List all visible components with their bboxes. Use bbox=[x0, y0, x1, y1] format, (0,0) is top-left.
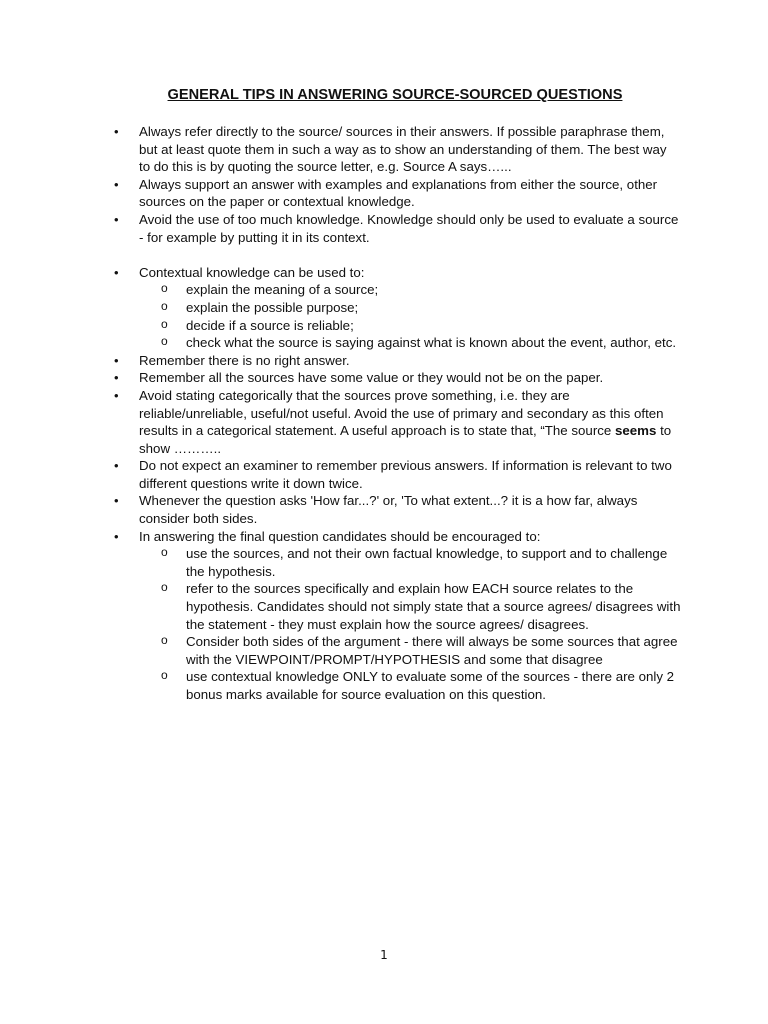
tip-item bbox=[111, 528, 681, 704]
tip-item bbox=[111, 352, 681, 370]
tip-item bbox=[111, 369, 681, 387]
sub-item bbox=[161, 580, 681, 633]
sub-item bbox=[161, 281, 681, 299]
sub-item-text: explain the meaning of a source; bbox=[186, 282, 379, 298]
document-body bbox=[111, 123, 681, 704]
sub-bullet-icon: o bbox=[161, 545, 168, 560]
bullet-icon: • bbox=[114, 493, 119, 509]
tip-item bbox=[111, 264, 681, 352]
tip-item bbox=[111, 387, 681, 457]
sub-item-text: Consider both sides of the argument - there will always be some sources that agree with the VIEWPOINT/PROMPT/HYPOTHESIS and some that disagree bbox=[186, 634, 678, 667]
sub-list bbox=[139, 545, 681, 703]
bullet-icon: • bbox=[114, 352, 119, 368]
sub-item bbox=[161, 545, 681, 580]
sub-item bbox=[161, 668, 681, 703]
sub-list bbox=[139, 281, 681, 351]
sub-bullet-icon: o bbox=[161, 668, 168, 683]
bullet-icon: • bbox=[114, 124, 119, 139]
tip-text bbox=[139, 388, 671, 456]
sub-item-text: use the sources, and not their own factual knowledge, to support and to challenge the hypothesis. bbox=[186, 546, 668, 579]
sub-item bbox=[161, 633, 681, 668]
sub-item-text: check what the source is saying against what is known about the event, author, etc. bbox=[186, 335, 677, 351]
tip-text: Avoid the use of too much knowledge. Knowledge should only be used to evaluate a source - for example by putting it in its context. bbox=[139, 211, 679, 245]
tip-text: In answering the final question candidates should be encouraged to: bbox=[139, 528, 541, 544]
sub-item bbox=[161, 334, 681, 352]
sub-item bbox=[161, 317, 681, 335]
tips-list bbox=[111, 123, 681, 704]
bullet-icon: • bbox=[114, 264, 119, 280]
tip-text-part: Avoid stating categorically that the sources prove something, i.e. they are reliable/unreliable, useful/not useful. Avoid the use of primary and secondary as this often results in a categorical statement. A useful approach is to state that, “The source bbox=[139, 387, 664, 439]
tip-item bbox=[111, 123, 681, 176]
sub-item-text: decide if a source is reliable; bbox=[186, 317, 354, 333]
tip-text: Always support an answer with examples and explanations from either the source, other sources on the paper or contextual knowledge. bbox=[139, 176, 658, 210]
bullet-icon: • bbox=[114, 211, 119, 227]
bullet-icon: • bbox=[114, 176, 119, 192]
tip-text: Remember all the sources have some value or they would not be on the paper. bbox=[139, 370, 604, 386]
sub-bullet-icon: o bbox=[161, 281, 168, 296]
sub-item-text: refer to the sources specifically and explain how EACH source relates to the hypothesis. Candidates should not simply state that a source agrees/ disagrees with the statement - they must explain how the source agrees/ disagrees. bbox=[186, 581, 681, 632]
tip-item bbox=[111, 211, 681, 246]
tip-text-part: to show ……….. bbox=[139, 423, 672, 456]
tip-text: Contextual knowledge can be used to: bbox=[139, 264, 365, 280]
tip-text: Always refer directly to the source/ sources in their answers. If possible paraphrase them, but at least quote them in such a way as to show an understanding of them. The best way to do this is by quoting the source letter, e.g. Source A says…... bbox=[139, 124, 667, 175]
document-title: GENERAL TIPS IN ANSWERING SOURCE-SOURCED QUESTIONS bbox=[167, 87, 623, 103]
emphasis-text: seems bbox=[615, 423, 657, 439]
bullet-icon: • bbox=[114, 387, 119, 403]
sub-bullet-icon: o bbox=[161, 633, 168, 648]
sub-item-text: explain the possible purpose; bbox=[186, 299, 359, 315]
spacer bbox=[111, 246, 681, 264]
sub-item-text: use contextual knowledge ONLY to evaluate some of the sources - there are only 2 bonus marks available for source evaluation on this question. bbox=[186, 669, 675, 702]
tip-text: Do not expect an examiner to remember previous answers. If information is relevant to two different questions write it down twice. bbox=[139, 458, 672, 491]
tip-item bbox=[111, 492, 681, 527]
bullet-icon: • bbox=[114, 370, 119, 386]
sub-bullet-icon: o bbox=[161, 316, 168, 331]
tip-text: Remember there is no right answer. bbox=[139, 352, 350, 368]
sub-bullet-icon: o bbox=[161, 334, 168, 349]
tip-text: Whenever the question asks 'How far...?' or, 'To what extent...? it is a how far, always consider both sides. bbox=[139, 493, 638, 527]
tip-item bbox=[111, 176, 681, 211]
tip-item bbox=[111, 457, 681, 492]
page-number: 1 bbox=[380, 948, 388, 962]
sub-item bbox=[161, 299, 681, 317]
sub-bullet-icon: o bbox=[161, 298, 168, 313]
bullet-icon: • bbox=[114, 528, 119, 544]
bullet-icon: • bbox=[114, 458, 119, 474]
sub-bullet-icon: o bbox=[161, 580, 168, 595]
